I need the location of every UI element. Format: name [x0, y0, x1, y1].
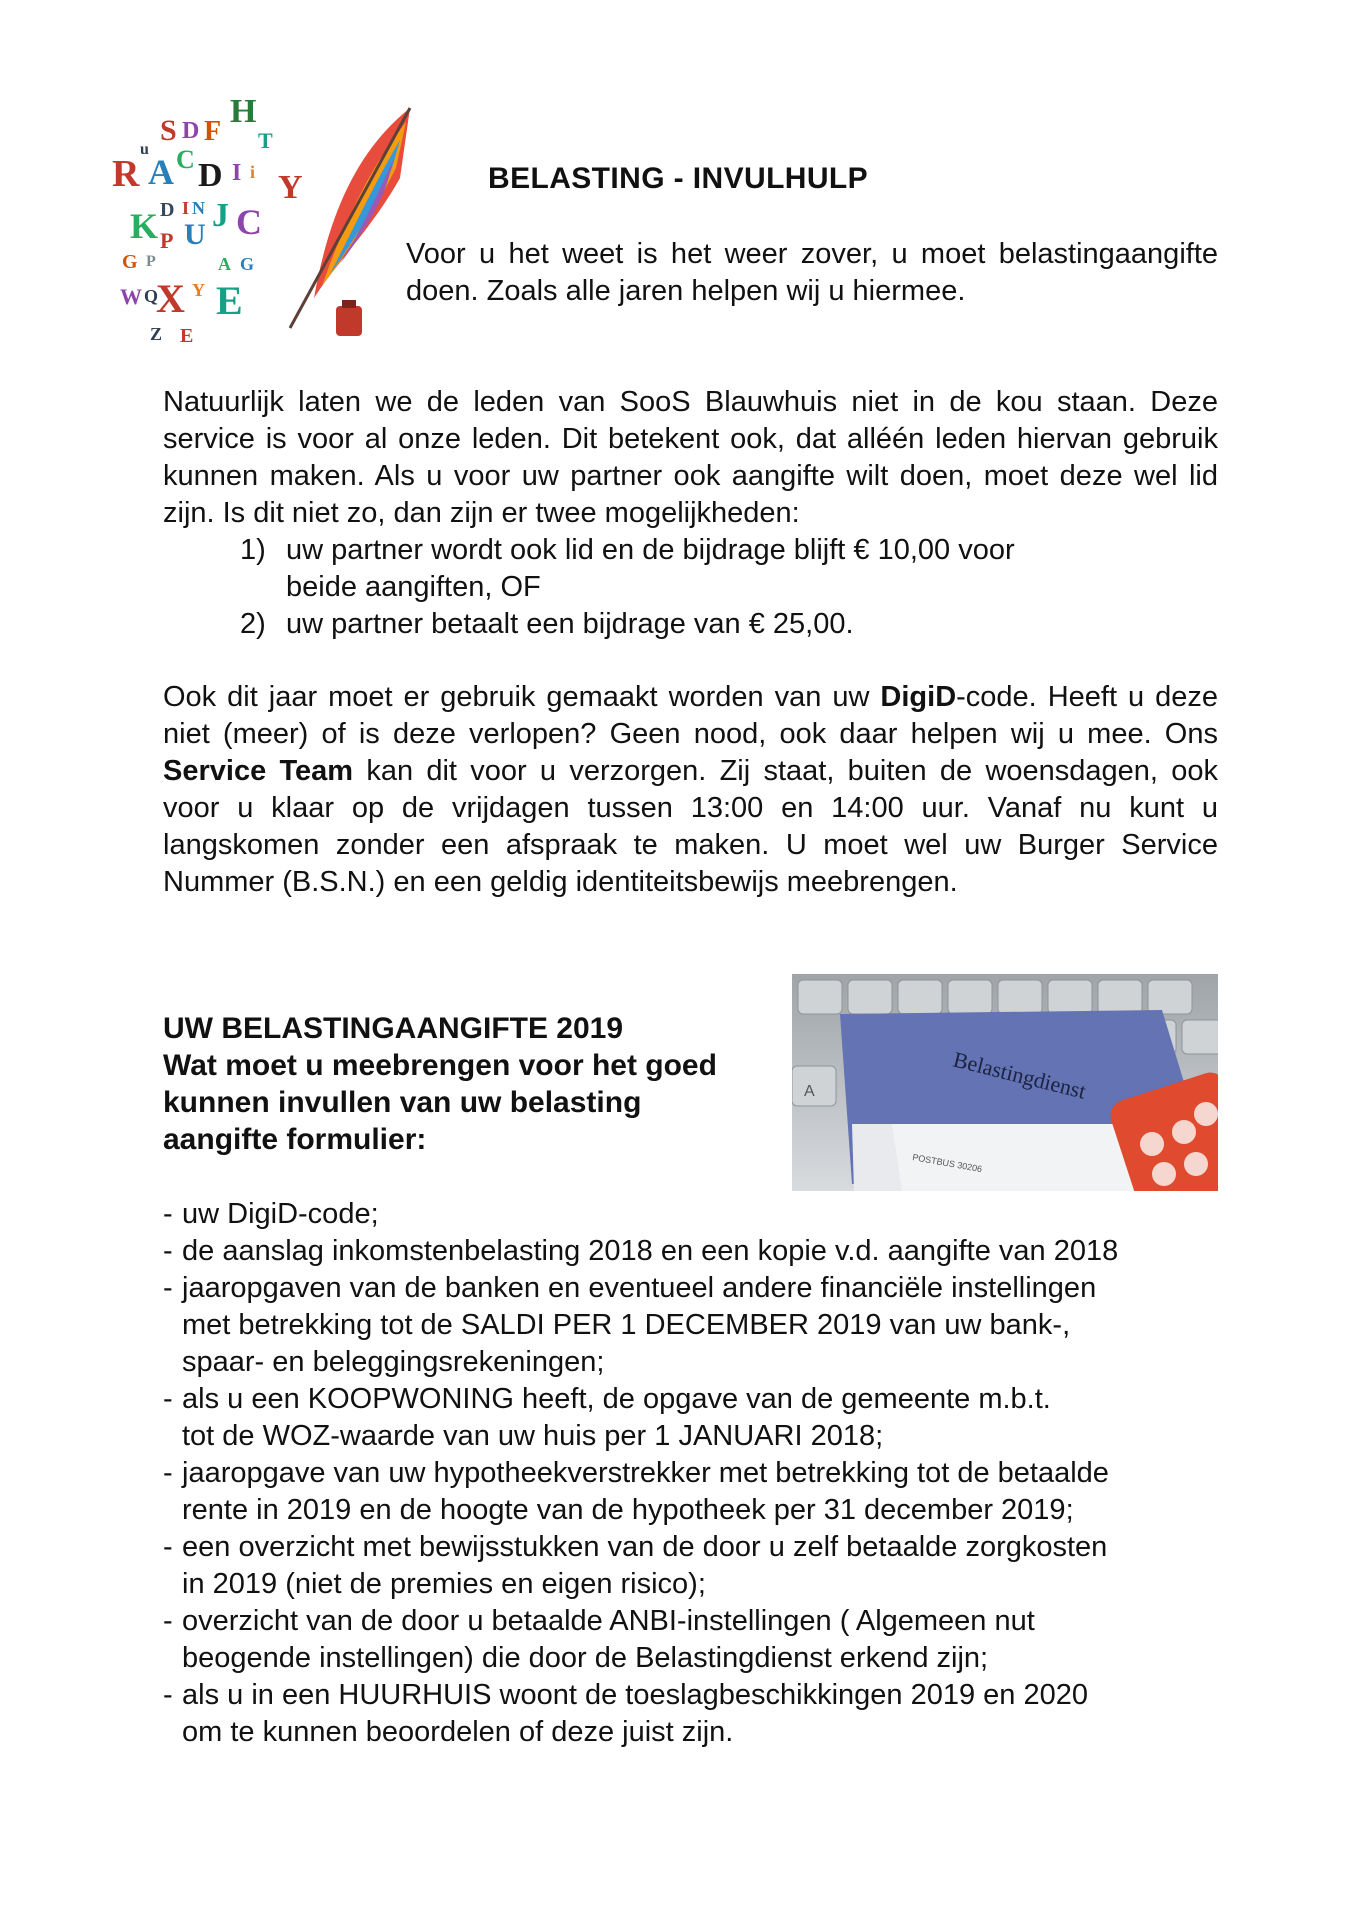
- requirement-text: als u een KOOPWONING heeft, de opgave van de gemeente m.b.t.: [182, 1383, 1051, 1415]
- svg-text:W: W: [120, 284, 142, 309]
- svg-text:A: A: [218, 254, 231, 274]
- requirement-text: met betrekking tot de SALDI PER 1 DECEMBER 2019 van uw bank-,: [182, 1309, 1071, 1341]
- svg-text:D: D: [182, 118, 200, 144]
- svg-text:E: E: [216, 278, 243, 323]
- svg-text:S: S: [160, 114, 177, 147]
- section-heading-line: aangifte formulier:: [163, 1123, 427, 1156]
- feather-quill-icon: [100, 88, 420, 346]
- paragraph-text: Ook dit jaar moet er gebruik gemaakt worden van uw: [163, 681, 881, 713]
- list-number: 2): [240, 608, 266, 640]
- requirements-list: [163, 1196, 1243, 1751]
- list-item: [163, 1270, 1243, 1381]
- list-item: [240, 606, 1140, 643]
- option-text: uw partner betaalt een bijdrage van € 25,00.: [286, 608, 854, 640]
- section-heading-line: UW BELASTINGAANGIFTE 2019: [163, 1012, 624, 1045]
- svg-text:Y: Y: [278, 169, 303, 206]
- belastingdienst-envelope-photo: [792, 974, 1218, 1191]
- svg-text:A: A: [148, 152, 174, 192]
- svg-text:I: I: [232, 160, 242, 186]
- svg-text:K: K: [130, 206, 159, 246]
- list-item: [163, 1233, 1243, 1270]
- requirement-text: in 2019 (niet de premies en eigen risico);: [182, 1568, 706, 1600]
- requirement-text: beogende instellingen) die door de Belastingdienst erkend zijn;: [182, 1642, 989, 1674]
- envelope-text: Belastingdienst: [950, 1046, 1089, 1104]
- svg-text:Z: Z: [150, 324, 163, 344]
- digid-paragraph: [163, 679, 1218, 901]
- intro-paragraph: Voor u het weet is het weer zover, u moet belastingaangifte doen. Zoals alle jaren helpen wij u hiermee.: [406, 238, 1218, 307]
- list-number: 1): [240, 534, 266, 566]
- svg-text:P: P: [160, 228, 174, 253]
- address-text: POSTBUS 30206: [911, 1152, 983, 1175]
- svg-text:U: U: [184, 218, 206, 251]
- bold-text: DigiD: [880, 681, 957, 713]
- requirement-text: tot de WOZ-waarde van uw huis per 1 JANUARI 2018;: [182, 1420, 884, 1452]
- membership-paragraph: Natuurlijk laten we de leden van SooS Blauwhuis niet in de kou staan. Deze service is voor al onze leden. Dit betekent ook, dat alléén leden hiervan gebruik kunnen maken. Als u voor uw partner ook aangifte wilt doen, moet deze wel lid zijn. Is dit niet zo, dan zijn er twee mogelijkheden:: [163, 386, 1218, 529]
- key-letter: A: [804, 1083, 815, 1100]
- paragraph-text: kan dit voor u verzorgen. Zij staat, buiten de woensdagen, ook voor u klaar op de vrijdagen tussen 13:00 en 14:00 uur. Vanaf nu kunt u langskomen zonder een afspraak te maken. U moet wel uw Burger Service Nummer (B.S.N.) en een geldig identiteitsbewijs meebrengen.: [163, 755, 1218, 898]
- svg-text:i: i: [250, 162, 256, 182]
- svg-text:P: P: [146, 253, 156, 270]
- requirement-text: om te kunnen beoordelen of deze juist zijn.: [182, 1716, 734, 1748]
- bold-text: Service Team: [163, 755, 354, 787]
- svg-text:E: E: [180, 325, 194, 346]
- option-text: uw partner wordt ook lid en de bijdrage blijft € 10,00 voor: [286, 534, 1015, 566]
- letters-feather-logo: [100, 88, 420, 346]
- svg-text:J: J: [212, 197, 229, 234]
- list-item: [163, 1196, 1243, 1233]
- requirement-text: jaaropgave van uw hypotheekverstrekker met betrekking tot de betaalde: [182, 1457, 1109, 1489]
- svg-text:F: F: [204, 116, 222, 147]
- svg-text:R: R: [112, 153, 140, 195]
- svg-text:D: D: [160, 199, 175, 221]
- svg-text:C: C: [236, 202, 262, 242]
- requirement-text: overzicht van de door u betaalde ANBI-instellingen ( Algemeen nut: [182, 1605, 1035, 1637]
- svg-text:Q: Q: [144, 286, 159, 306]
- partner-options-list: [240, 532, 1140, 643]
- requirement-text: een overzicht met bewijsstukken van de door u zelf betaalde zorgkosten: [182, 1531, 1108, 1563]
- list-item: [163, 1381, 1243, 1455]
- svg-text:Y: Y: [192, 280, 205, 300]
- section-heading-line: kunnen invullen van uw belasting: [163, 1086, 642, 1119]
- list-item: [240, 532, 1140, 606]
- section-heading: [163, 1010, 783, 1158]
- svg-text:H: H: [230, 93, 257, 130]
- page-title: BELASTING - INVULHULP: [488, 162, 869, 195]
- list-item: [163, 1603, 1243, 1677]
- svg-text:T: T: [258, 128, 273, 153]
- svg-text:X: X: [156, 276, 185, 321]
- requirement-text: rente in 2019 en de hoogte van de hypotheek per 31 december 2019;: [182, 1494, 1074, 1526]
- requirement-text: als u in een HUURHUIS woont de toeslagbeschikkingen 2019 en 2020: [182, 1679, 1089, 1711]
- svg-text:I: I: [182, 198, 190, 218]
- list-item: [163, 1529, 1243, 1603]
- list-item: [163, 1677, 1243, 1751]
- paragraph-text: -code. Heeft u deze niet (meer) of is deze verlopen? Geen nood, ook daar helpen wij u mee. Ons: [163, 681, 1218, 750]
- requirement-text: uw DigiD-code;: [182, 1198, 379, 1230]
- svg-text:N: N: [192, 198, 205, 218]
- requirement-text: de aanslag inkomstenbelasting 2018 en een kopie v.d. aangifte van 2018: [182, 1235, 1119, 1267]
- list-item: [163, 1455, 1243, 1529]
- svg-text:G: G: [240, 254, 255, 274]
- requirement-text: spaar- en beleggingsrekeningen;: [182, 1346, 605, 1378]
- svg-text:D: D: [198, 157, 223, 194]
- option-text: beide aangiften, OF: [286, 571, 541, 603]
- svg-text:u: u: [140, 141, 149, 158]
- svg-text:G: G: [122, 251, 138, 273]
- section-heading-line: Wat moet u meebrengen voor het goed: [163, 1049, 717, 1082]
- svg-text:C: C: [176, 145, 195, 174]
- requirement-text: jaaropgaven van de banken en eventueel andere financiële instellingen: [182, 1272, 1097, 1304]
